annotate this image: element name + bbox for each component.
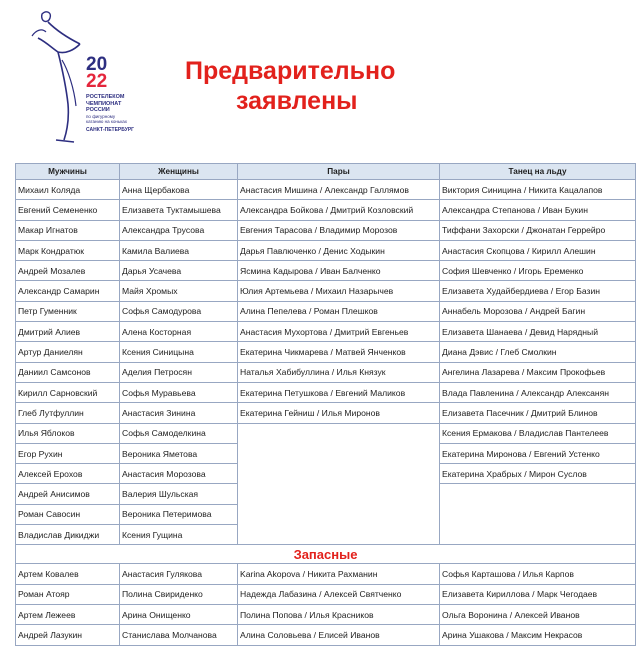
table-cell: Алина Соловьева / Елисей Иванов [238, 625, 440, 645]
table-cell: Александр Самарин [16, 281, 120, 301]
table-cell: Дарья Усачева [120, 261, 238, 281]
reserve-entries [16, 564, 636, 645]
table-row [16, 281, 636, 301]
table-cell: Ксения Синицына [120, 342, 238, 362]
logo-line: ЧЕМПИОНАТ [86, 100, 122, 107]
table-row [16, 301, 636, 321]
table-cell: Дарья Павлюченко / Денис Ходыкин [238, 240, 440, 260]
header-men: Мужчины [16, 164, 120, 180]
table-cell: Анна Щербакова [120, 180, 238, 200]
table-cell: Анастасия Скопцова / Кирилл Алешин [440, 240, 636, 260]
header-ice-dance: Танец на льду [440, 164, 636, 180]
table-cell: Артур Даниелян [16, 342, 120, 362]
table-cell: Влада Павленина / Александр Алексанян [440, 382, 636, 402]
table-cell: Вероника Яметова [120, 443, 238, 463]
table-cell: Ксения Гущина [120, 525, 238, 545]
table-cell: Дмитрий Алиев [16, 322, 120, 342]
table-cell: Анастасия Мишина / Александр Галлямов [238, 180, 440, 200]
reserve-title: Запасные [16, 545, 636, 564]
table-cell: Елизавета Кириллова / Марк Чегодаев [440, 584, 636, 604]
table-cell: Софья Карташова / Илья Карпов [440, 564, 636, 584]
logo-line: по фигурному [86, 113, 116, 119]
logo-text [86, 94, 166, 133]
table-cell: Арина Онищенко [120, 604, 238, 624]
table-cell: Майя Хромых [120, 281, 238, 301]
page-title-line2: заявлены [236, 87, 358, 115]
table-cell: Ясмина Кадырова / Иван Балченко [238, 261, 440, 281]
table-cell: Елизавета Пасечник / Дмитрий Блинов [440, 403, 636, 423]
table-cell: Екатерина Гейниш / Илья Миронов [238, 403, 440, 423]
table-cell: Илья Яблоков [16, 423, 120, 443]
table-row [16, 443, 636, 463]
table-cell: Елизавета Шанаева / Девид Нарядный [440, 322, 636, 342]
logo-year-bottom: 22 [86, 71, 108, 92]
reserve-row [16, 625, 636, 645]
table-cell: Полина Свириденко [120, 584, 238, 604]
table-cell: Евгения Тарасова / Владимир Морозов [238, 220, 440, 240]
table-row [16, 484, 636, 504]
table-row [16, 240, 636, 260]
table-header-row [16, 164, 636, 180]
table-cell: Полина Попова / Илья Красников [238, 604, 440, 624]
table-cell [238, 504, 440, 524]
table-row [16, 261, 636, 281]
table-cell [440, 484, 636, 504]
table-cell: Макар Игнатов [16, 220, 120, 240]
logo-line: катанию на коньках [86, 119, 128, 124]
table-cell: Елизавета Туктамышева [120, 200, 238, 220]
table-cell [238, 525, 440, 545]
table-cell: Евгений Семененко [16, 200, 120, 220]
table-cell: Софья Самодурова [120, 301, 238, 321]
table-cell: Юлия Артемьева / Михаил Назарычев [238, 281, 440, 301]
logo-year [86, 56, 107, 90]
reserve-title-row [16, 545, 636, 564]
table-cell: Виктория Синицина / Никита Кацалапов [440, 180, 636, 200]
main-entries [16, 180, 636, 545]
logo-city: САНКТ-ПЕТЕРБУРГ [86, 126, 135, 133]
table-cell: Аннабель Морозова / Андрей Багин [440, 301, 636, 321]
header-women: Женщины [120, 164, 238, 180]
entries-table [15, 163, 636, 646]
table-row [16, 382, 636, 402]
table-row [16, 423, 636, 443]
table-cell: София Шевченко / Игорь Еременко [440, 261, 636, 281]
table-row [16, 180, 636, 200]
table-cell: Даниил Самсонов [16, 362, 120, 382]
table-cell [238, 423, 440, 443]
table-row [16, 220, 636, 240]
table-cell: Анастасия Мухортова / Дмитрий Евгеньев [238, 322, 440, 342]
table-cell: Аделия Петросян [120, 362, 238, 382]
table-cell: Арина Ушакова / Максим Некрасов [440, 625, 636, 645]
table-row [16, 525, 636, 545]
table-cell: Михаил Коляда [16, 180, 120, 200]
table-row [16, 464, 636, 484]
table-cell: Екатерина Храбрых / Мирон Суслов [440, 464, 636, 484]
table-cell: Александра Бойкова / Дмитрий Козловский [238, 200, 440, 220]
table-cell: Андрей Мозалев [16, 261, 120, 281]
table-cell: Екатерина Чикмарева / Матвей Янченков [238, 342, 440, 362]
table-cell: Karina Akopova / Никита Рахманин [238, 564, 440, 584]
reserve-row [16, 604, 636, 624]
table-row [16, 200, 636, 220]
table-cell: Петр Гуменник [16, 301, 120, 321]
table-cell: Валерия Шульская [120, 484, 238, 504]
table-cell: Алексей Ерохов [16, 464, 120, 484]
page-title-line1: Предварительно [185, 57, 396, 85]
table-cell: Егор Рухин [16, 443, 120, 463]
header-pairs: Пары [238, 164, 440, 180]
table-row [16, 342, 636, 362]
table-cell: Наталья Хабибуллина / Илья Князук [238, 362, 440, 382]
table-cell: Владислав Дикиджи [16, 525, 120, 545]
championship-logo [28, 8, 158, 148]
table-cell: Тиффани Захорски / Джонатан Геррейро [440, 220, 636, 240]
logo-line: РОССИИ [86, 107, 110, 113]
table-cell: Ангелина Лазарева / Максим Прокофьев [440, 362, 636, 382]
table-cell: Артем Лежеев [16, 604, 120, 624]
table-cell: Марк Кондратюк [16, 240, 120, 260]
table-cell: Алена Косторная [120, 322, 238, 342]
reserve-row [16, 564, 636, 584]
table-cell: Александра Степанова / Иван Букин [440, 200, 636, 220]
table-cell: Артем Ковалев [16, 564, 120, 584]
table-cell: Елизавета Худайбердиева / Егор Базин [440, 281, 636, 301]
table-cell: Вероника Петеримова [120, 504, 238, 524]
table-cell [238, 484, 440, 504]
table-cell: Надежда Лабазина / Алексей Святченко [238, 584, 440, 604]
table-cell [238, 443, 440, 463]
page-title [185, 56, 395, 116]
table-cell: Кирилл Сарновский [16, 382, 120, 402]
table-row [16, 322, 636, 342]
table-cell: Роман Атояр [16, 584, 120, 604]
table-row [16, 403, 636, 423]
table-cell: Роман Савосин [16, 504, 120, 524]
table-cell: Глеб Лутфуллин [16, 403, 120, 423]
table-row [16, 504, 636, 524]
table-row [16, 362, 636, 382]
reserve-row [16, 584, 636, 604]
table-cell: Диана Дэвис / Глеб Смолкин [440, 342, 636, 362]
logo-line: РОСТЕЛЕКОМ [86, 94, 125, 100]
table-cell: Екатерина Петушкова / Евгений Маликов [238, 382, 440, 402]
table-cell: Анастасия Зинина [120, 403, 238, 423]
table-cell: Анастасия Морозова [120, 464, 238, 484]
table-cell [238, 464, 440, 484]
table-cell [440, 525, 636, 545]
table-cell: Камила Валиева [120, 240, 238, 260]
table-cell: Алина Пепелева / Роман Плешков [238, 301, 440, 321]
table-cell [440, 504, 636, 524]
table-cell: Ольга Воронина / Алексей Иванов [440, 604, 636, 624]
table-cell: Александра Трусова [120, 220, 238, 240]
table-cell: Ксения Ермакова / Владислав Пантелеев [440, 423, 636, 443]
table-cell: Анастасия Гулякова [120, 564, 238, 584]
table-cell: Софья Муравьева [120, 382, 238, 402]
table-cell: Андрей Анисимов [16, 484, 120, 504]
table-cell: Софья Самоделкина [120, 423, 238, 443]
reserve-section [16, 545, 636, 564]
table-cell: Станислава Молчанова [120, 625, 238, 645]
table-cell: Андрей Лазукин [16, 625, 120, 645]
logo-year-top: 20 [86, 54, 108, 75]
table-cell: Екатерина Миронова / Евгений Устенко [440, 443, 636, 463]
